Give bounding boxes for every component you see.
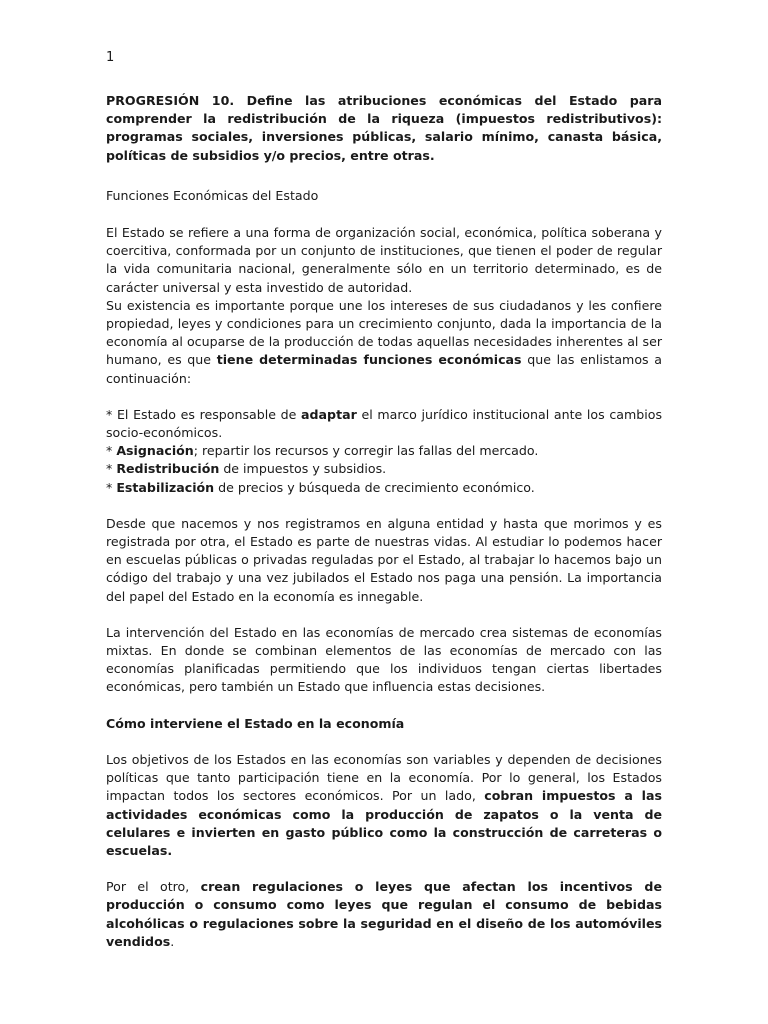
bold-regulaciones: crean regulaciones o leyes que afectan los incentivos de producción o consumo como leyes que regulan el consumo de bebidas alcohólicas o regulaciones sobre la seguridad en el diseño de los automóviles vendidos — [106, 879, 662, 949]
page-number: 1 — [106, 50, 115, 65]
progression-title: PROGRESIÓN 10. Define las atribuciones económicas del Estado para comprender la redistribución de la riqueza (impuestos redistributivos): programas sociales, inversiones públicas, salario mínimo, canasta básica, políticas de subsidios y/o precios, entre otras. — [106, 93, 662, 163]
document-body — [106, 92, 662, 951]
bold-funciones: tiene determinadas funciones económicas — [216, 352, 522, 368]
paragraph-economias-mixtas: La intervención del Estado en las economías de mercado crea sistemas de economías mixtas. En donde se combinan elementos de las economías de mercado con las economías planificadas permitiendo que los individuos tengan ciertas libertades económicas, pero también un Estado que influencia estas decisiones. — [106, 624, 662, 695]
list-item: * El Estado es responsable de adaptar el marco jurídico institucional ante los cambios socio-económicos. — [106, 406, 663, 441]
bold-impuestos: cobran impuestos a las actividades económicas como la producción de zapatos o la venta de celulares e invierten en gasto público como la construcción de carreteras o escuelas. — [106, 788, 662, 858]
list-item: * Asignación; repartir los recursos y corregir las fallas del mercado. — [106, 443, 539, 459]
section-heading-interviene: Cómo interviene el Estado en la economía — [106, 715, 405, 731]
list-item: * Estabilización de precios y búsqueda de crecimiento económico. — [106, 479, 535, 495]
list-item: * Redistribución de impuestos y subsidios. — [106, 461, 387, 477]
section-heading-funciones: Funciones Económicas del Estado — [106, 187, 319, 203]
paragraph-existencia: Su existencia es importante porque une los intereses de sus ciudadanos y les confiere propiedad, leyes y condiciones para un crecimiento conjunto, dada la importancia de la economía al ocuparse de la producción de todas aquellas necesidades inherentes al ser humano, es que tiene determinadas funciones económicas que las enlistamos a continuación: — [106, 297, 662, 386]
functions-list — [106, 406, 662, 497]
paragraph-regulaciones: Por el otro, crean regulaciones o leyes que afectan los incentivos de producción o consumo como leyes que regulan el consumo de bebidas alcohólicas o regulaciones sobre la seguridad en el diseño de los automóviles vendidos. — [106, 879, 662, 949]
paragraph-estado-definicion: El Estado se refiere a una forma de organización social, económica, política soberana y coercitiva, conformada por un conjunto de instituciones, que tienen el poder de regular la vida comunitaria nacional, generalmente sólo en un territorio determinado, es de carácter universal y esta investido de autoridad. — [106, 225, 662, 295]
paragraph-objetivos: Los objetivos de los Estados en las economías son variables y dependen de decisiones políticas que tanto participación tiene en la economía. Por lo general, los Estados impactan todos los sectores económicos. Por un lado, cobran impuestos a las actividades económicas como la producción de zapatos o la venta de celulares e invierten en gasto público como la construcción de carreteras o escuelas. — [106, 751, 662, 858]
paragraph-vidas: Desde que nacemos y nos registramos en alguna entidad y hasta que morimos y es registrada por otra, el Estado es parte de nuestras vidas. Al estudiar lo podemos hacer en escuelas públicas o privadas reguladas por el Estado, al trabajar lo hacemos bajo un código del trabajo y una vez jubilados el Estado nos paga una pensión. La importancia del papel del Estado en la economía es innegable. — [106, 515, 662, 604]
